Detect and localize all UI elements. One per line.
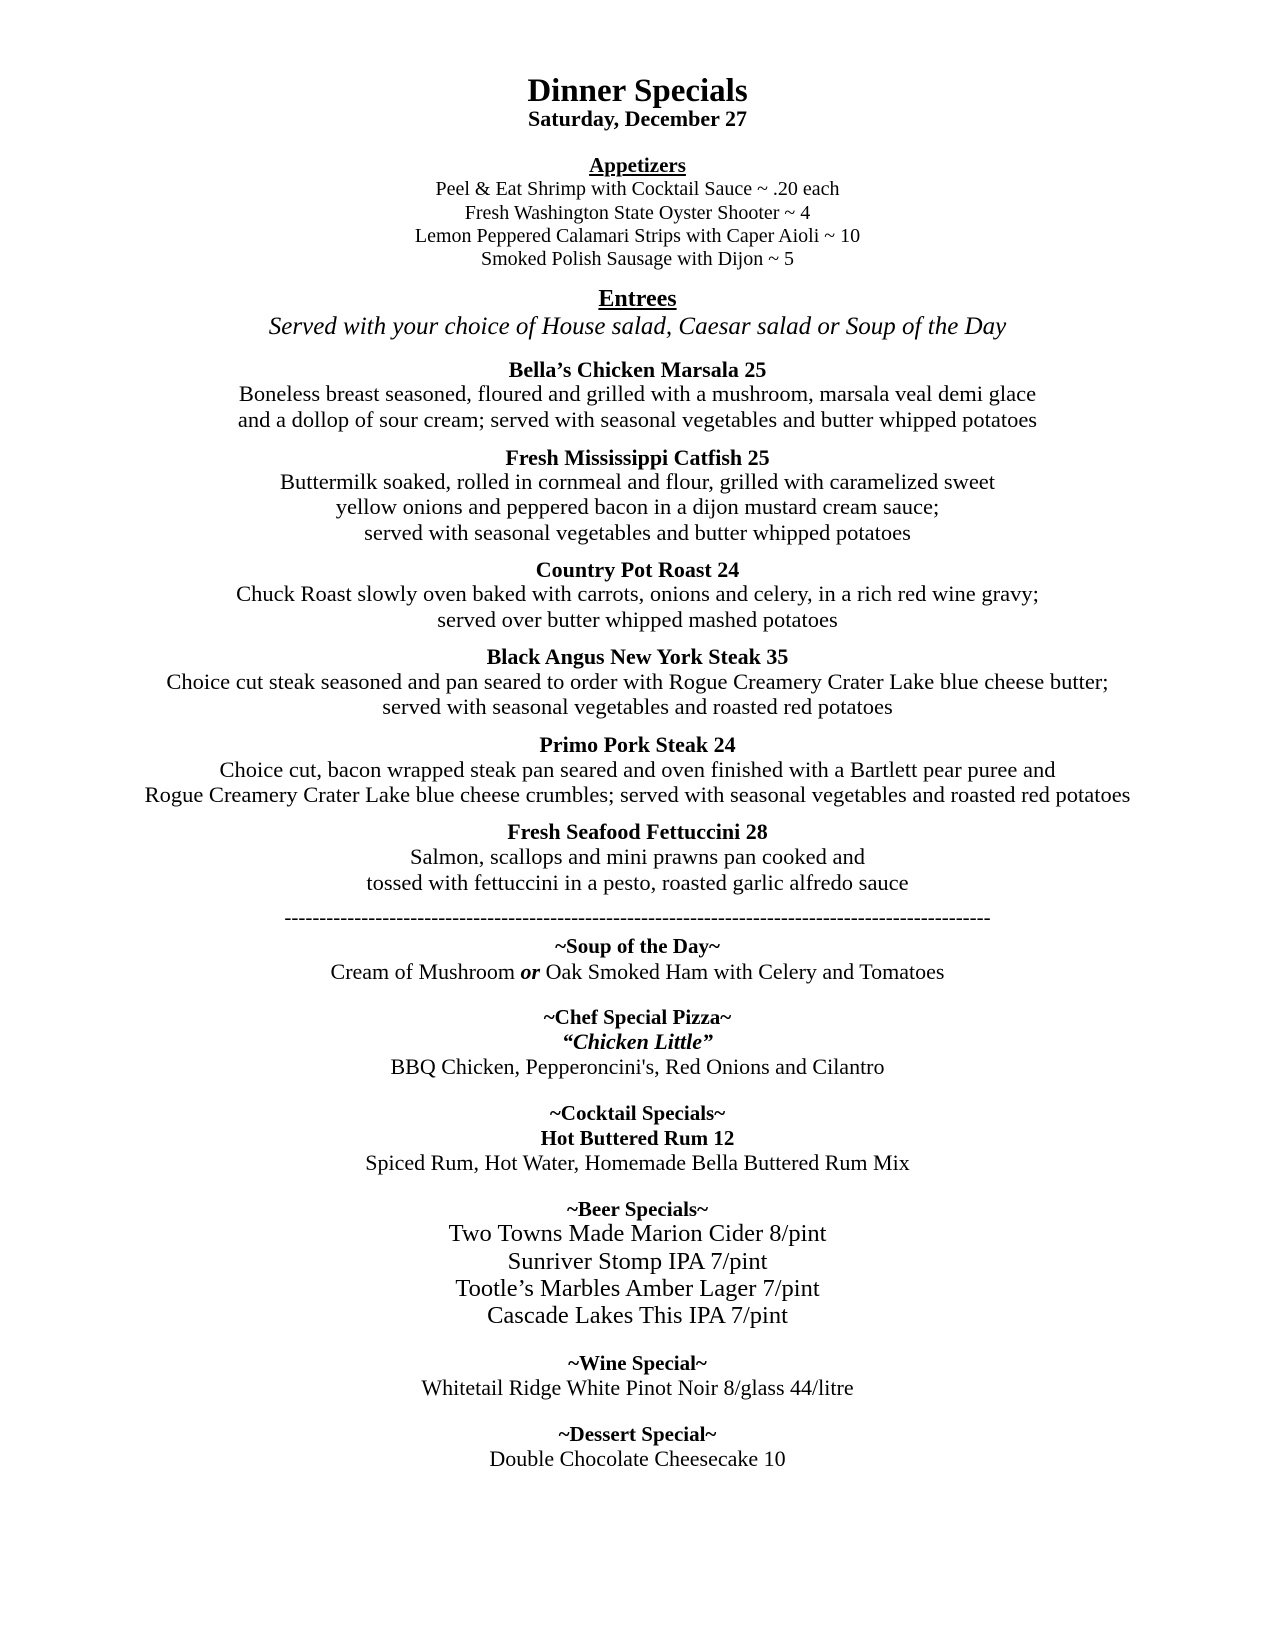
entree-name: Bella’s Chicken Marsala 25 [508, 357, 767, 382]
dessert-description: Double Chocolate Cheesecake 10 [489, 1446, 786, 1471]
entree-description: served with seasonal vegetables and roasted red potatoes [382, 694, 893, 719]
beer-heading: ~Beer Specials~ [566, 1197, 709, 1221]
beer-item: Cascade Lakes This IPA 7/pint [487, 1302, 788, 1329]
appetizer-item: Lemon Peppered Calamari Strips with Caper Aioli ~ 10 [414, 225, 861, 247]
appetizer-item: Fresh Washington State Oyster Shooter ~ 4 [464, 202, 811, 224]
entree-description: Choice cut steak seasoned and pan seared to order with Rogue Creamery Crater Lake blue cheese butter; [166, 669, 1109, 694]
wine-description: Whitetail Ridge White Pinot Noir 8/glass 44/litre [421, 1375, 854, 1400]
page-title: Dinner Specials [527, 73, 748, 109]
entree-description: Choice cut, bacon wrapped steak pan seared and oven finished with a Bartlett pear puree and [219, 757, 1056, 782]
entree-description: Buttermilk soaked, rolled in cornmeal and flour, grilled with caramelized sweet [279, 469, 996, 494]
pizza-heading: ~Chef Special Pizza~ [543, 1005, 732, 1029]
entree-name: Fresh Seafood Fettuccini 28 [507, 819, 768, 844]
cocktail-heading: ~Cocktail Specials~ [549, 1101, 726, 1125]
soup-option-two: Oak Smoked Ham with Celery and Tomatoes [540, 959, 945, 984]
entree-name: Country Pot Roast 24 [535, 557, 740, 582]
appetizers-heading: Appetizers [589, 153, 686, 177]
pizza-name: “Chicken Little” [562, 1029, 713, 1054]
beer-item: Two Towns Made Marion Cider 8/pint [448, 1220, 827, 1247]
entree-name: Primo Pork Steak 24 [539, 732, 736, 757]
entree-description: Salmon, scallops and mini prawns pan cooked and [410, 844, 865, 869]
appetizer-item: Peel & Eat Shrimp with Cocktail Sauce ~ .20 each [435, 178, 840, 200]
soup-heading: ~Soup of the Day~ [555, 934, 720, 958]
entree-description: tossed with fettuccini in a pesto, roasted garlic alfredo sauce [366, 870, 909, 895]
appetizer-item: Smoked Polish Sausage with Dijon ~ 5 [480, 248, 795, 270]
entrees-served-with: Served with your choice of House salad, Caesar salad or Soup of the Day [268, 313, 1007, 340]
cocktail-name: Hot Buttered Rum 12 [540, 1126, 735, 1150]
entree-description: Chuck Roast slowly oven baked with carrots, onions and celery, in a rich red wine gravy; [236, 581, 1039, 606]
entree-name: Fresh Mississippi Catfish 25 [505, 445, 770, 470]
soup-or-conjunction: or [520, 959, 541, 984]
entree-description: yellow onions and peppered bacon in a dijon mustard cream sauce; [335, 494, 940, 519]
entree-description: served with seasonal vegetables and butter whipped potatoes [364, 520, 911, 545]
entree-description: Rogue Creamery Crater Lake blue cheese crumbles; served with seasonal vegetables and roasted red potatoes [144, 782, 1131, 807]
soup-description [0, 961, 1275, 983]
soup-option-one: Cream of Mushroom [330, 959, 521, 984]
beer-item: Sunriver Stomp IPA 7/pint [507, 1248, 768, 1275]
entree-description: and a dollop of sour cream; served with seasonal vegetables and butter whipped potatoes [237, 407, 1038, 432]
pizza-description: BBQ Chicken, Pepperoncini's, Red Onions and Cilantro [390, 1054, 885, 1079]
beer-item: Tootle’s Marbles Amber Lager 7/pint [455, 1275, 820, 1302]
wine-heading: ~Wine Special~ [568, 1351, 707, 1375]
entree-name: Black Angus New York Steak 35 [486, 644, 789, 669]
menu-date: Saturday, December 27 [528, 106, 747, 131]
dessert-heading: ~Dessert Special~ [558, 1422, 717, 1446]
entrees-heading: Entrees [598, 286, 677, 312]
entree-description: Boneless breast seasoned, floured and grilled with a mushroom, marsala veal demi glace [238, 381, 1037, 406]
entree-description: served over butter whipped mashed potatoes [437, 607, 838, 632]
cocktail-description: Spiced Rum, Hot Water, Homemade Bella Buttered Rum Mix [365, 1150, 910, 1175]
section-divider: ----------------------------------------------------------------------------------------------------- [284, 905, 991, 929]
